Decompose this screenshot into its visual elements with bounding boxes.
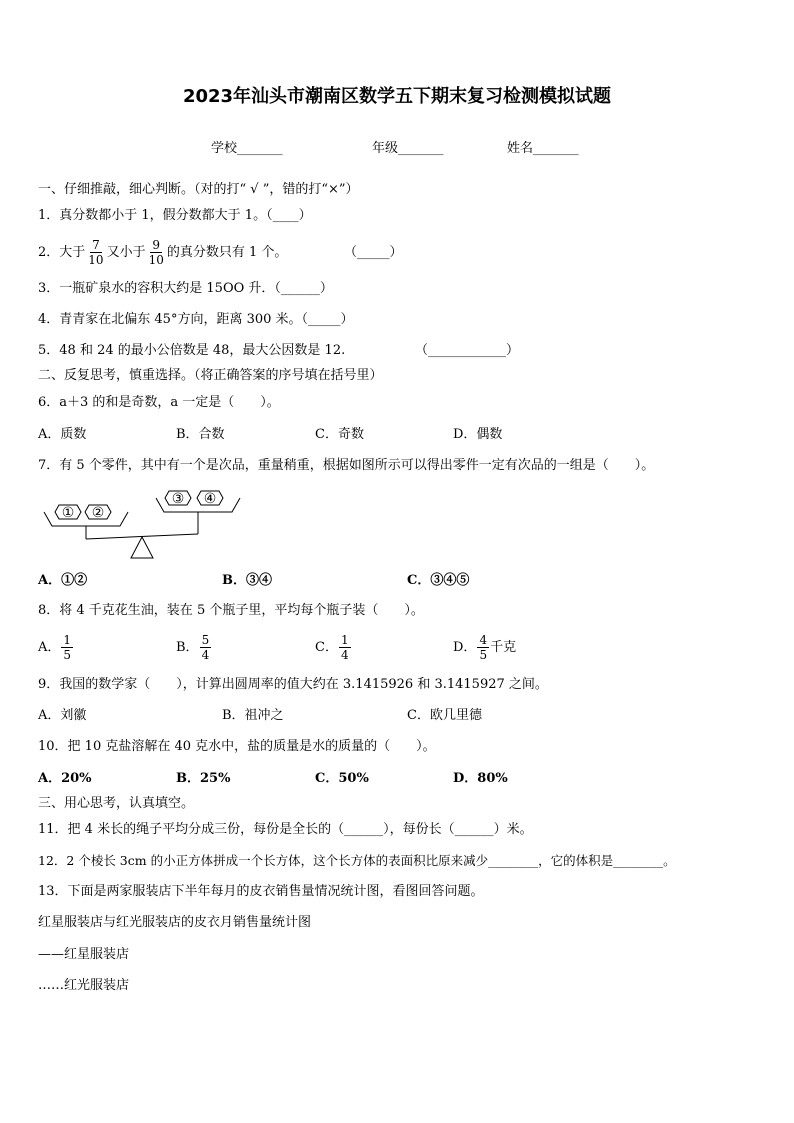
question-13: 13．下面是两家服装店下半年每月的皮衣销售量情况统计图，看图回答问题。: [38, 884, 484, 899]
q8-option-d: [453, 630, 516, 666]
fulcrum: [131, 537, 153, 558]
unit-label: 千克: [490, 640, 517, 655]
question-4: 4．青青家在北偏东 45°方向，距离 300 米。（_____）: [38, 312, 354, 327]
q6-option-a: A．质数: [38, 427, 87, 442]
q6-option-c: C．奇数: [315, 427, 364, 442]
fraction-9-10: [147, 238, 166, 267]
fraction-numerator: 1: [63, 633, 72, 647]
fraction-numerator: 5: [201, 633, 210, 647]
option-label: B．: [176, 640, 199, 655]
section3-heading: 三、用心思考，认真填空。: [38, 796, 195, 811]
fraction-numerator: 4: [479, 633, 488, 647]
question-6: 6．a＋3 的和是奇数，a 一定是（ ）。: [38, 395, 280, 410]
q2-text-c: 的真分数只有 1 个。: [166, 245, 288, 260]
question-9: 9．我国的数学家（ ），计算出圆周率的值大约在 3.1415926 和 3.1415927 之间。: [38, 677, 548, 692]
q10-option-d: D．80%: [453, 771, 508, 786]
q7-option-c: C．③④⑤: [407, 573, 470, 588]
fraction-numerator: 7: [92, 238, 100, 252]
question-11: 11．把 4 米长的绳子平均分成三份，每份是全长的（______），每份长（______）米。: [38, 822, 533, 837]
q9-option-b: B．祖冲之: [222, 708, 284, 723]
section2-heading: 二、反复思考，慎重选择。（将正确答案的序号填在括号里）: [38, 368, 383, 383]
fraction-denominator: 4: [201, 648, 210, 662]
q8-option-a: [38, 630, 74, 666]
q2-text-a: 2．大于: [38, 245, 86, 260]
part-3-label: ③: [171, 491, 185, 507]
fraction: [339, 633, 351, 662]
q6-option-d: D．偶数: [453, 427, 503, 442]
legend-hongxing: ——红星服装店: [38, 947, 130, 962]
part-2-label: ②: [91, 505, 105, 521]
fraction-numerator: 1: [340, 633, 349, 647]
section1-heading: 一、仔细推敲，细心判断。（对的打“ √ ”，错的打“×”）: [38, 182, 359, 197]
question-8: 8．将 4 千克花生油，装在 5 个瓶子里，平均每个瓶子装（ ）。: [38, 603, 424, 618]
q9-option-a: A．刘徽: [38, 708, 87, 723]
page-title: 2023年汕头市潮南区数学五下期末复习检测模拟试题: [182, 86, 612, 107]
q9-option-c: C．欧几里德: [407, 708, 482, 723]
question-5-blank: （____________）: [415, 343, 520, 358]
option-label: A．: [38, 640, 61, 655]
name-field: 姓名_______: [507, 141, 579, 156]
question-10: 10．把 10 克盐溶解在 40 克水中，盐的质量是水的质量的（ ）。: [38, 739, 436, 754]
q8-option-c: [315, 630, 352, 666]
part-1-label: ①: [61, 505, 75, 521]
school-field: 学校_______: [211, 141, 283, 156]
q7-option-a: A．①②: [38, 573, 88, 588]
balance-scale-figure: [40, 484, 250, 564]
q8-option-b: [176, 630, 212, 666]
fraction: [200, 633, 212, 662]
option-label: D．: [453, 640, 477, 655]
fraction-denominator: 5: [63, 648, 72, 662]
grade-field: 年级_______: [372, 141, 444, 156]
fraction-7-10: [86, 238, 105, 267]
question-3: 3．一瓶矿泉水的容积大约是 15OO 升．（______）: [38, 281, 333, 296]
fraction-denominator: 10: [148, 253, 164, 267]
question-2-blank: （_____）: [344, 245, 403, 260]
fraction-denominator: 10: [88, 253, 104, 267]
fraction: [61, 633, 73, 662]
fraction-denominator: 4: [340, 648, 349, 662]
fraction-numerator: 9: [152, 238, 161, 252]
question-1: 1．真分数都小于 1，假分数都大于 1。（____）: [38, 208, 312, 223]
question-12: 12．2 个棱长 3cm 的小正方体拼成一个长方体，这个长方体的表面积比原来减少________，它的体积是________。: [38, 853, 676, 868]
option-label: C．: [315, 640, 338, 655]
question-2: [38, 236, 287, 270]
q7-option-b: B．③④: [222, 573, 272, 588]
question-5: 5．48 和 24 的最小公倍数是 48，最大公因数是 12.: [38, 343, 346, 358]
fraction: [477, 633, 489, 662]
fraction-denominator: 5: [479, 648, 488, 662]
part-4-label: ④: [203, 491, 217, 507]
question-7: 7．有 5 个零件，其中有一个是次品，重量稍重，根据如图所示可以得出零件一定有次品的一组是（ ）。: [38, 458, 655, 473]
q10-option-a: A．20%: [38, 771, 92, 786]
q10-option-b: B．25%: [176, 771, 231, 786]
q2-text-b: 又小于: [106, 245, 146, 260]
q6-option-b: B．合数: [176, 427, 225, 442]
q10-option-c: C．50%: [315, 771, 369, 786]
chart-title: 红星服装店与红光服装店的皮衣月销售量统计图: [38, 915, 312, 930]
legend-hongguang: ……红光服装店: [38, 978, 130, 993]
